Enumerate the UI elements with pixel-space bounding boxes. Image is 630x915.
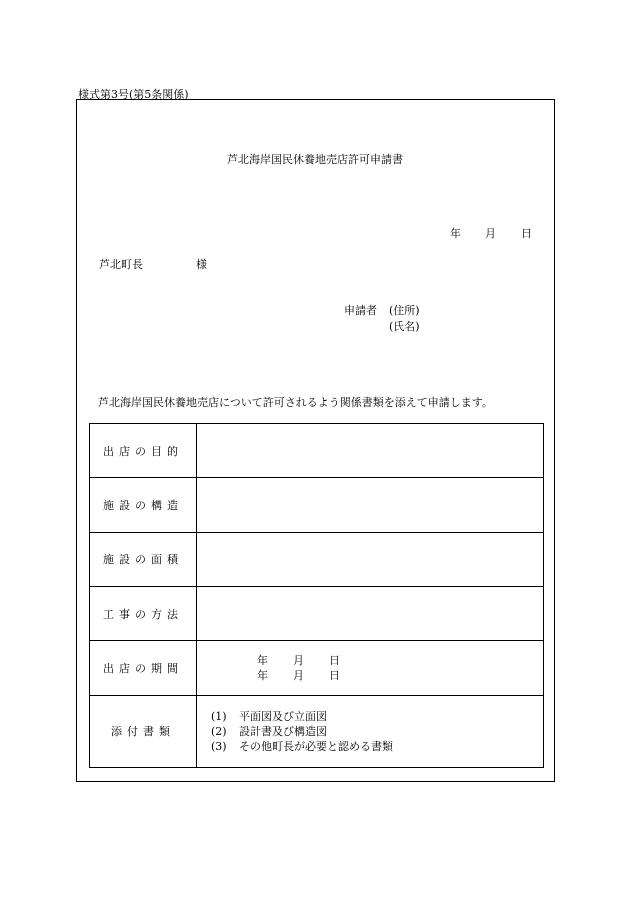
row-label: 工事の方法 xyxy=(90,586,197,640)
structure-field[interactable] xyxy=(197,478,544,532)
period-end-line xyxy=(197,668,543,683)
applicant-address-label: (住所) xyxy=(389,304,420,317)
table-row xyxy=(90,695,544,767)
form-number-label: 様式第3号(第5条関係) xyxy=(78,88,189,101)
period-month-label: 月 xyxy=(293,668,304,682)
attachment-number: (3) xyxy=(211,739,227,753)
construction-method-field[interactable] xyxy=(197,586,544,640)
document-title: 芦北海岸国民休養地売店許可申請書 xyxy=(227,153,403,166)
purpose-field[interactable] xyxy=(197,424,544,478)
table-row xyxy=(90,424,544,478)
table-row xyxy=(90,478,544,532)
table-row xyxy=(90,586,544,640)
period-year-label: 年 xyxy=(257,668,268,682)
row-label: 施設の面積 xyxy=(90,532,197,586)
applicant-name-label: (氏名) xyxy=(389,320,420,333)
application-items-table xyxy=(89,423,544,768)
row-label: 施設の構造 xyxy=(90,478,197,532)
area-field[interactable] xyxy=(197,532,544,586)
date-day-label: 日 xyxy=(521,227,532,240)
row-label: 出店の目的 xyxy=(90,424,197,478)
period-day-label: 日 xyxy=(329,668,340,682)
list-item xyxy=(197,724,543,739)
attachment-text: 設計書及び構造図 xyxy=(239,724,327,738)
date-month-label: 月 xyxy=(485,227,496,240)
attachment-number: (1) xyxy=(211,709,227,723)
period-year-label: 年 xyxy=(257,653,268,667)
table-row xyxy=(90,532,544,586)
row-label: 出店の期間 xyxy=(90,641,197,695)
attachment-number: (2) xyxy=(211,724,227,738)
application-statement: 芦北海岸国民休養地売店について許可されるよう関係書類を添えて申請します。 xyxy=(98,396,493,409)
attachment-text: その他町長が必要と認める書類 xyxy=(239,739,393,753)
period-day-label: 日 xyxy=(329,653,340,667)
table-row xyxy=(90,641,544,695)
period-start-line xyxy=(197,653,543,668)
row-label: 添付書類 xyxy=(90,695,197,767)
period-month-label: 月 xyxy=(293,653,304,667)
addressee-name: 芦北町長 xyxy=(99,258,143,271)
period-field[interactable] xyxy=(197,641,544,695)
addressee-honorific: 様 xyxy=(196,258,207,271)
date-year-label: 年 xyxy=(450,227,461,240)
list-item xyxy=(197,739,543,754)
attachment-text: 平面図及び立面図 xyxy=(239,709,327,723)
applicant-label: 申請者 xyxy=(344,304,377,317)
list-item xyxy=(197,709,543,724)
attachments-list xyxy=(197,695,544,767)
